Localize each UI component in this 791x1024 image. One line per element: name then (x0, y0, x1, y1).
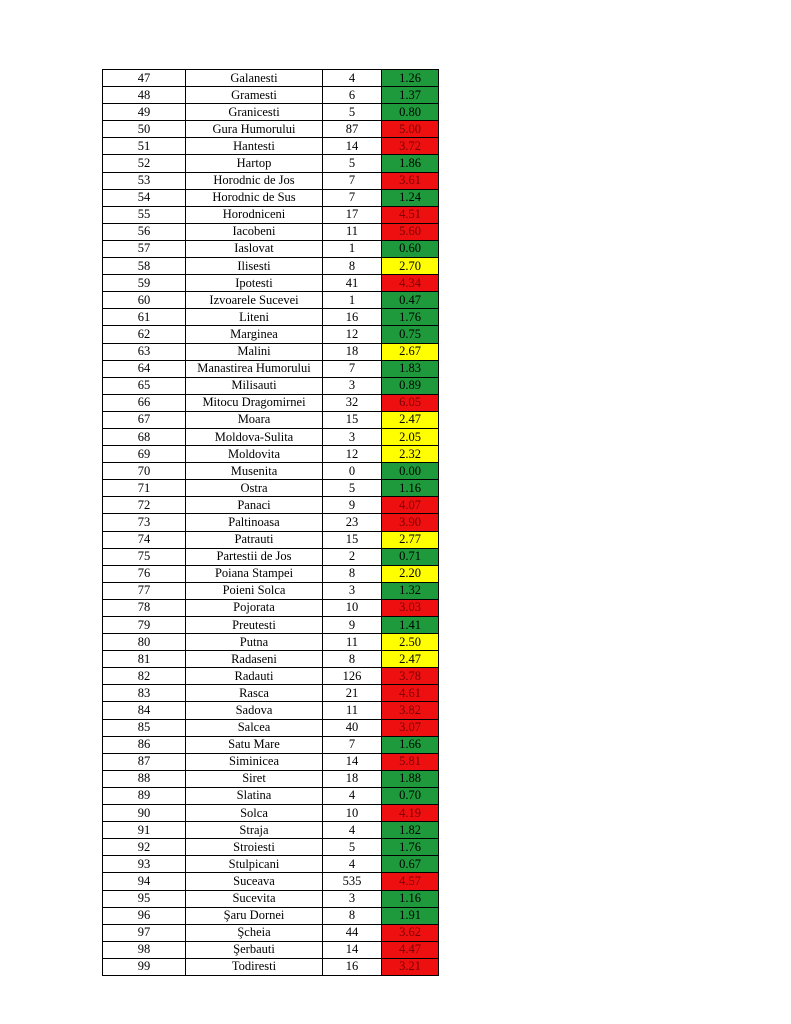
case-count-cell: 3 (323, 428, 382, 445)
locality-name-cell: Salcea (186, 719, 323, 736)
row-index-cell: 70 (103, 463, 186, 480)
case-count-cell: 5 (323, 480, 382, 497)
case-count-cell: 4 (323, 822, 382, 839)
table-row (103, 548, 439, 565)
row-index-cell: 86 (103, 736, 186, 753)
table-row (103, 514, 439, 531)
incidence-rate-cell: 1.16 (382, 890, 439, 907)
row-index-cell: 76 (103, 565, 186, 582)
table-row (103, 189, 439, 206)
row-index-cell: 50 (103, 121, 186, 138)
incidence-rate-cell: 1.82 (382, 822, 439, 839)
row-index-cell: 58 (103, 258, 186, 275)
table-row (103, 497, 439, 514)
case-count-cell: 10 (323, 599, 382, 616)
case-count-cell: 12 (323, 326, 382, 343)
row-index-cell: 56 (103, 223, 186, 240)
locality-name-cell: Radauti (186, 668, 323, 685)
row-index-cell: 81 (103, 651, 186, 668)
table-row (103, 822, 439, 839)
table-row (103, 890, 439, 907)
locality-name-cell: Panaci (186, 497, 323, 514)
incidence-rate-cell: 0.89 (382, 377, 439, 394)
incidence-rate-cell: 1.86 (382, 155, 439, 172)
locality-name-cell: Putna (186, 634, 323, 651)
case-count-cell: 16 (323, 958, 382, 975)
incidence-rate-cell: 4.51 (382, 206, 439, 223)
incidence-rate-cell: 5.81 (382, 753, 439, 770)
locality-name-cell: Todiresti (186, 958, 323, 975)
locality-name-cell: Partestii de Jos (186, 548, 323, 565)
table-row (103, 463, 439, 480)
table-row (103, 617, 439, 634)
row-index-cell: 84 (103, 702, 186, 719)
case-count-cell: 5 (323, 104, 382, 121)
incidence-rate-cell: 3.72 (382, 138, 439, 155)
table-row (103, 582, 439, 599)
incidence-rate-cell: 1.32 (382, 582, 439, 599)
incidence-rate-cell: 2.20 (382, 565, 439, 582)
table-row (103, 907, 439, 924)
row-index-cell: 78 (103, 599, 186, 616)
row-index-cell: 74 (103, 531, 186, 548)
incidence-rate-cell: 0.75 (382, 326, 439, 343)
incidence-rate-cell: 4.19 (382, 805, 439, 822)
locality-name-cell: Moldovita (186, 446, 323, 463)
row-index-cell: 80 (103, 634, 186, 651)
locality-name-cell: Şerbauti (186, 941, 323, 958)
table-row (103, 292, 439, 309)
case-count-cell: 23 (323, 514, 382, 531)
locality-name-cell: Suceava (186, 873, 323, 890)
locality-name-cell: Mitocu Dragomirnei (186, 394, 323, 411)
incidence-rate-cell: 1.88 (382, 770, 439, 787)
incidence-rate-cell: 1.76 (382, 839, 439, 856)
incidence-rate-cell: 1.83 (382, 360, 439, 377)
case-count-cell: 21 (323, 685, 382, 702)
case-count-cell: 11 (323, 634, 382, 651)
row-index-cell: 55 (103, 206, 186, 223)
incidence-rate-cell: 0.00 (382, 463, 439, 480)
locality-name-cell: Horodnic de Sus (186, 189, 323, 206)
case-count-cell: 11 (323, 702, 382, 719)
table-row (103, 839, 439, 856)
case-count-cell: 8 (323, 565, 382, 582)
incidence-rate-cell: 2.50 (382, 634, 439, 651)
table-row (103, 531, 439, 548)
incidence-rate-cell: 0.80 (382, 104, 439, 121)
incidence-rate-cell: 2.32 (382, 446, 439, 463)
row-index-cell: 51 (103, 138, 186, 155)
table-row (103, 377, 439, 394)
case-count-cell: 17 (323, 206, 382, 223)
row-index-cell: 94 (103, 873, 186, 890)
case-count-cell: 18 (323, 343, 382, 360)
case-count-cell: 7 (323, 360, 382, 377)
table-row (103, 668, 439, 685)
case-count-cell: 1 (323, 292, 382, 309)
case-count-cell: 12 (323, 446, 382, 463)
incidence-rate-cell: 2.67 (382, 343, 439, 360)
row-index-cell: 92 (103, 839, 186, 856)
row-index-cell: 75 (103, 548, 186, 565)
table-row (103, 275, 439, 292)
locality-name-cell: Malini (186, 343, 323, 360)
locality-name-cell: Gura Humorului (186, 121, 323, 138)
row-index-cell: 71 (103, 480, 186, 497)
locality-name-cell: Iaslovat (186, 240, 323, 257)
row-index-cell: 85 (103, 719, 186, 736)
locality-name-cell: Straja (186, 822, 323, 839)
case-count-cell: 15 (323, 411, 382, 428)
table-row (103, 446, 439, 463)
table-row (103, 206, 439, 223)
case-count-cell: 16 (323, 309, 382, 326)
case-count-cell: 1 (323, 240, 382, 257)
case-count-cell: 7 (323, 172, 382, 189)
row-index-cell: 72 (103, 497, 186, 514)
locality-name-cell: Musenita (186, 463, 323, 480)
incidence-rate-cell: 2.70 (382, 258, 439, 275)
row-index-cell: 95 (103, 890, 186, 907)
incidence-rate-cell: 3.90 (382, 514, 439, 531)
incidence-rate-cell: 3.78 (382, 668, 439, 685)
row-index-cell: 47 (103, 70, 186, 87)
case-count-cell: 3 (323, 582, 382, 599)
case-count-cell: 44 (323, 924, 382, 941)
incidence-rate-cell: 1.24 (382, 189, 439, 206)
locality-name-cell: Rasca (186, 685, 323, 702)
row-index-cell: 83 (103, 685, 186, 702)
case-count-cell: 18 (323, 770, 382, 787)
case-count-cell: 5 (323, 839, 382, 856)
locality-name-cell: Horodniceni (186, 206, 323, 223)
case-count-cell: 4 (323, 70, 382, 87)
incidence-rate-cell: 5.60 (382, 223, 439, 240)
incidence-rate-cell: 6.05 (382, 394, 439, 411)
locality-name-cell: Liteni (186, 309, 323, 326)
table-row (103, 702, 439, 719)
locality-name-cell: Galanesti (186, 70, 323, 87)
case-count-cell: 41 (323, 275, 382, 292)
row-index-cell: 77 (103, 582, 186, 599)
locality-name-cell: Ostra (186, 480, 323, 497)
row-index-cell: 67 (103, 411, 186, 428)
case-count-cell: 14 (323, 941, 382, 958)
locality-name-cell: Patrauti (186, 531, 323, 548)
incidence-rate-cell: 3.61 (382, 172, 439, 189)
locality-name-cell: Siminicea (186, 753, 323, 770)
locality-name-cell: Iacobeni (186, 223, 323, 240)
table-row (103, 326, 439, 343)
table-row (103, 805, 439, 822)
locality-name-cell: Satu Mare (186, 736, 323, 753)
incidence-rate-cell: 4.34 (382, 275, 439, 292)
locality-name-cell: Poieni Solca (186, 582, 323, 599)
incidence-rate-cell: 4.07 (382, 497, 439, 514)
table-row (103, 753, 439, 770)
table-row (103, 480, 439, 497)
incidence-rate-cell: 2.47 (382, 411, 439, 428)
locality-name-cell: Şaru Dornei (186, 907, 323, 924)
incidence-rate-cell: 0.47 (382, 292, 439, 309)
incidence-rate-cell: 2.05 (382, 428, 439, 445)
case-count-cell: 7 (323, 189, 382, 206)
locality-name-cell: Moara (186, 411, 323, 428)
table-row (103, 104, 439, 121)
locality-name-cell: Pojorata (186, 599, 323, 616)
row-index-cell: 57 (103, 240, 186, 257)
row-index-cell: 73 (103, 514, 186, 531)
case-count-cell: 7 (323, 736, 382, 753)
locality-name-cell: Sucevita (186, 890, 323, 907)
case-count-cell: 10 (323, 805, 382, 822)
row-index-cell: 93 (103, 856, 186, 873)
row-index-cell: 63 (103, 343, 186, 360)
row-index-cell: 90 (103, 805, 186, 822)
table-row (103, 958, 439, 975)
locality-name-cell: Ilisesti (186, 258, 323, 275)
locality-name-cell: Hantesti (186, 138, 323, 155)
case-count-cell: 2 (323, 548, 382, 565)
case-count-cell: 3 (323, 377, 382, 394)
locality-name-cell: Şcheia (186, 924, 323, 941)
table-row (103, 223, 439, 240)
case-count-cell: 8 (323, 651, 382, 668)
table-row (103, 87, 439, 104)
incidence-rate-cell: 3.03 (382, 599, 439, 616)
incidence-rate-cell: 4.47 (382, 941, 439, 958)
row-index-cell: 99 (103, 958, 186, 975)
table-row (103, 172, 439, 189)
row-index-cell: 54 (103, 189, 186, 206)
localities-table (102, 69, 439, 976)
case-count-cell: 32 (323, 394, 382, 411)
incidence-rate-cell: 3.62 (382, 924, 439, 941)
case-count-cell: 8 (323, 907, 382, 924)
table-row (103, 258, 439, 275)
incidence-rate-cell: 0.70 (382, 787, 439, 804)
locality-name-cell: Milisauti (186, 377, 323, 394)
row-index-cell: 59 (103, 275, 186, 292)
table-row (103, 565, 439, 582)
locality-name-cell: Hartop (186, 155, 323, 172)
case-count-cell: 8 (323, 258, 382, 275)
locality-name-cell: Slatina (186, 787, 323, 804)
table-row (103, 634, 439, 651)
case-count-cell: 3 (323, 890, 382, 907)
incidence-rate-cell: 4.57 (382, 873, 439, 890)
table-row (103, 360, 439, 377)
row-index-cell: 66 (103, 394, 186, 411)
row-index-cell: 69 (103, 446, 186, 463)
case-count-cell: 14 (323, 138, 382, 155)
table-row (103, 924, 439, 941)
locality-name-cell: Izvoarele Sucevei (186, 292, 323, 309)
case-count-cell: 535 (323, 873, 382, 890)
incidence-rate-cell: 1.16 (382, 480, 439, 497)
table-row (103, 428, 439, 445)
table-row (103, 719, 439, 736)
case-count-cell: 87 (323, 121, 382, 138)
row-index-cell: 89 (103, 787, 186, 804)
table-row (103, 736, 439, 753)
row-index-cell: 60 (103, 292, 186, 309)
row-index-cell: 98 (103, 941, 186, 958)
case-count-cell: 9 (323, 497, 382, 514)
row-index-cell: 91 (103, 822, 186, 839)
locality-name-cell: Ipotesti (186, 275, 323, 292)
table-row (103, 309, 439, 326)
case-count-cell: 15 (323, 531, 382, 548)
locality-name-cell: Gramesti (186, 87, 323, 104)
row-index-cell: 64 (103, 360, 186, 377)
row-index-cell: 96 (103, 907, 186, 924)
incidence-rate-cell: 2.77 (382, 531, 439, 548)
row-index-cell: 49 (103, 104, 186, 121)
case-count-cell: 5 (323, 155, 382, 172)
table-row (103, 343, 439, 360)
locality-name-cell: Granicesti (186, 104, 323, 121)
locality-name-cell: Preutesti (186, 617, 323, 634)
incidence-rate-cell: 1.41 (382, 617, 439, 634)
locality-name-cell: Poiana Stampei (186, 565, 323, 582)
row-index-cell: 62 (103, 326, 186, 343)
table-row (103, 856, 439, 873)
table-row (103, 411, 439, 428)
case-count-cell: 6 (323, 87, 382, 104)
table-row (103, 70, 439, 87)
incidence-rate-cell: 0.67 (382, 856, 439, 873)
incidence-rate-cell: 1.37 (382, 87, 439, 104)
incidence-rate-cell: 1.26 (382, 70, 439, 87)
table-row (103, 685, 439, 702)
incidence-rate-cell: 2.47 (382, 651, 439, 668)
table-body (103, 70, 439, 976)
locality-name-cell: Stroiesti (186, 839, 323, 856)
case-count-cell: 14 (323, 753, 382, 770)
table-row (103, 121, 439, 138)
case-count-cell: 9 (323, 617, 382, 634)
row-index-cell: 68 (103, 428, 186, 445)
row-index-cell: 48 (103, 87, 186, 104)
locality-name-cell: Paltinoasa (186, 514, 323, 531)
row-index-cell: 61 (103, 309, 186, 326)
incidence-rate-cell: 0.71 (382, 548, 439, 565)
case-count-cell: 126 (323, 668, 382, 685)
incidence-rate-cell: 1.91 (382, 907, 439, 924)
table-row (103, 941, 439, 958)
row-index-cell: 87 (103, 753, 186, 770)
locality-name-cell: Moldova-Sulita (186, 428, 323, 445)
row-index-cell: 65 (103, 377, 186, 394)
locality-name-cell: Solca (186, 805, 323, 822)
table-row (103, 599, 439, 616)
table-row (103, 770, 439, 787)
locality-name-cell: Siret (186, 770, 323, 787)
incidence-rate-cell: 0.60 (382, 240, 439, 257)
case-count-cell: 0 (323, 463, 382, 480)
table-row (103, 240, 439, 257)
locality-name-cell: Manastirea Humorului (186, 360, 323, 377)
row-index-cell: 52 (103, 155, 186, 172)
case-count-cell: 40 (323, 719, 382, 736)
table-row (103, 787, 439, 804)
row-index-cell: 97 (103, 924, 186, 941)
row-index-cell: 82 (103, 668, 186, 685)
table-row (103, 394, 439, 411)
incidence-rate-cell: 3.82 (382, 702, 439, 719)
case-count-cell: 11 (323, 223, 382, 240)
table-row (103, 873, 439, 890)
incidence-rate-cell: 1.66 (382, 736, 439, 753)
incidence-rate-cell: 5.00 (382, 121, 439, 138)
incidence-rate-cell: 4.61 (382, 685, 439, 702)
case-count-cell: 4 (323, 787, 382, 804)
table-row (103, 651, 439, 668)
locality-name-cell: Marginea (186, 326, 323, 343)
table-row (103, 138, 439, 155)
incidence-rate-cell: 1.76 (382, 309, 439, 326)
locality-name-cell: Radaseni (186, 651, 323, 668)
locality-name-cell: Horodnic de Jos (186, 172, 323, 189)
locality-name-cell: Stulpicani (186, 856, 323, 873)
locality-name-cell: Sadova (186, 702, 323, 719)
incidence-rate-cell: 3.07 (382, 719, 439, 736)
table-row (103, 155, 439, 172)
incidence-rate-cell: 3.21 (382, 958, 439, 975)
case-count-cell: 4 (323, 856, 382, 873)
row-index-cell: 88 (103, 770, 186, 787)
row-index-cell: 53 (103, 172, 186, 189)
row-index-cell: 79 (103, 617, 186, 634)
